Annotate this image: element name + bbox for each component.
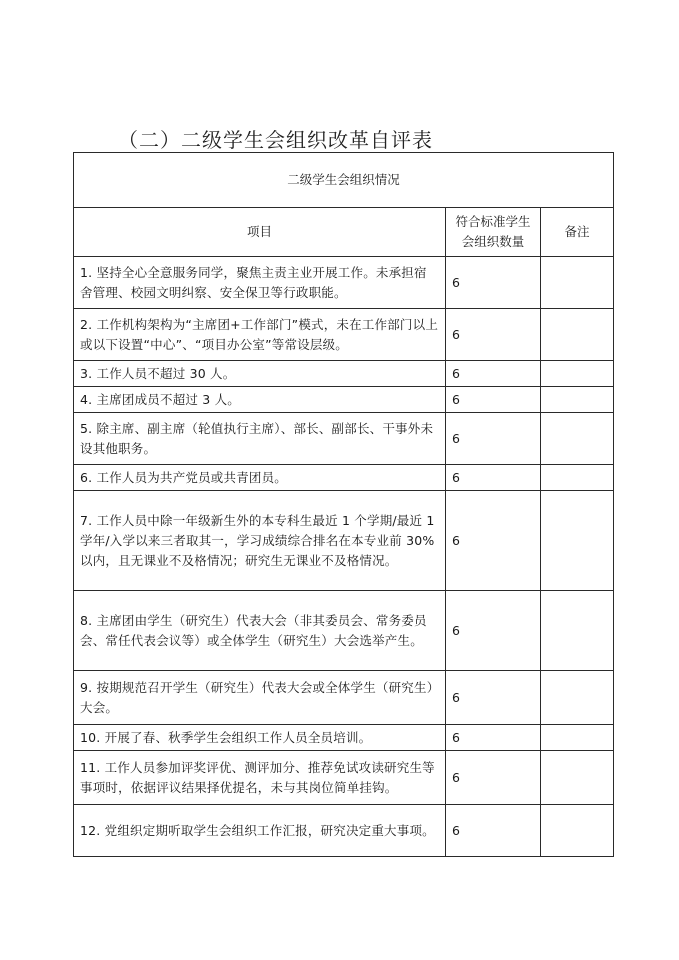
header-count: 符合标准学生会组织数量 [446, 208, 541, 257]
row-count: 6 [446, 465, 541, 491]
row-count: 6 [446, 751, 541, 805]
row-remark [541, 465, 614, 491]
row-remark [541, 309, 614, 361]
row-count: 6 [446, 725, 541, 751]
table-header-row [74, 208, 614, 257]
row-remark [541, 591, 614, 671]
document-title: （二）二级学生会组织改革自评表 [118, 128, 433, 152]
row-remark [541, 751, 614, 805]
row-remark [541, 805, 614, 857]
row-count: 6 [446, 413, 541, 465]
row-count: 6 [446, 491, 541, 591]
row-remark [541, 491, 614, 591]
table-row [74, 387, 614, 413]
table-row [74, 309, 614, 361]
table-row [74, 465, 614, 491]
row-count: 6 [446, 805, 541, 857]
row-item: 6. 工作人员为共产党员或共青团员。 [74, 465, 446, 491]
row-item: 5. 除主席、副主席（轮值执行主席）、部长、副部长、干事外未设其他职务。 [74, 413, 446, 465]
row-count: 6 [446, 361, 541, 387]
header-remark: 备注 [541, 208, 614, 257]
table-row [74, 671, 614, 725]
row-item: 10. 开展了春、秋季学生会组织工作人员全员培训。 [74, 725, 446, 751]
row-item: 2. 工作机构架构为“主席团+工作部门”模式，未在工作部门以上或以下设置“中心”、“项目办公室”等常设层级。 [74, 309, 446, 361]
row-count: 6 [446, 257, 541, 309]
row-count: 6 [446, 387, 541, 413]
table-row [74, 591, 614, 671]
row-item: 3. 工作人员不超过 30 人。 [74, 361, 446, 387]
row-remark [541, 725, 614, 751]
row-item: 1. 坚持全心全意服务同学，聚焦主责主业开展工作。未承担宿舍管理、校园文明纠察、安全保卫等行政职能。 [74, 257, 446, 309]
table-caption-row [74, 153, 614, 208]
table-row [74, 361, 614, 387]
row-item: 4. 主席团成员不超过 3 人。 [74, 387, 446, 413]
row-count: 6 [446, 591, 541, 671]
row-remark [541, 671, 614, 725]
row-count: 6 [446, 671, 541, 725]
header-item: 项目 [74, 208, 446, 257]
table-row [74, 257, 614, 309]
row-remark [541, 361, 614, 387]
row-remark [541, 257, 614, 309]
row-item: 7. 工作人员中除一年级新生外的本专科生最近 1 个学期/最近 1 学年/入学以来三者取其一，学习成绩综合排名在本专业前 30%以内，且无课业不及格情况；研究生无课业不及格情况。 [74, 491, 446, 591]
table-row [74, 725, 614, 751]
row-remark [541, 387, 614, 413]
row-item: 11. 工作人员参加评奖评优、测评加分、推荐免试攻读研究生等事项时，依据评议结果择优提名，未与其岗位简单挂钩。 [74, 751, 446, 805]
row-item: 8. 主席团由学生（研究生）代表大会（非其委员会、常务委员会、常任代表会议等）或全体学生（研究生）大会选举产生。 [74, 591, 446, 671]
row-count: 6 [446, 309, 541, 361]
row-item: 12. 党组织定期听取学生会组织工作汇报，研究决定重大事项。 [74, 805, 446, 857]
table-row [74, 413, 614, 465]
table-row [74, 805, 614, 857]
row-item: 9. 按期规范召开学生（研究生）代表大会或全体学生（研究生）大会。 [74, 671, 446, 725]
table-row [74, 751, 614, 805]
table-row [74, 491, 614, 591]
self-evaluation-table [73, 152, 614, 857]
row-remark [541, 413, 614, 465]
table-caption: 二级学生会组织情况 [74, 153, 614, 208]
